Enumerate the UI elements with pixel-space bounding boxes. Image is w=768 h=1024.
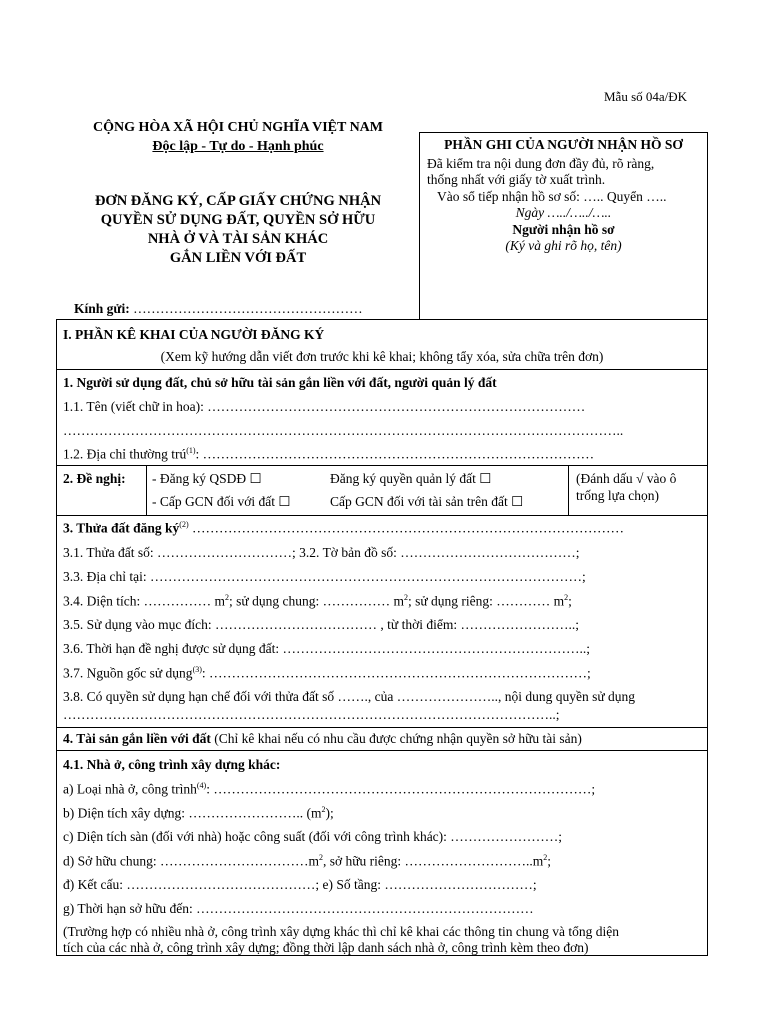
address-field[interactable]: 1.2. Địa chỉ thường trú$^{(1)}$: …………………………………………………………………………… [63,446,595,462]
section1-note: (Xem kỹ hướng dẫn viết đơn trước khi kê khai; không tẩy xóa, sửa chữa trên đơn) [160,349,604,364]
receiver-date[interactable]: Ngày …../…../….. [515,205,612,220]
divider [56,727,708,728]
divider [146,465,147,515]
motto: Độc lập - Tự do - Hạnh phúc [152,139,324,154]
part4-subtitle: 4.1. Nhà ở, công trình xây dựng khác: [63,757,281,772]
construction-area-field[interactable]: b) Diện tích xây dựng: …………………….. $(m^2)$; [63,805,334,821]
part4-note: (Trường hợp có nhiều nhà ở, công trình xây dựng khác thì chỉ kê khai các thông tin chung và tổng diện [63,924,619,939]
form-title [56,192,420,268]
building-type-field[interactable]: a) Loại nhà ở, công trình$^{(4)}$: …………………………………………………………………………; [63,781,596,797]
parcel-number-field[interactable]: 3.1. Thửa đất số: …………………………; 3.2. Tờ bản đồ số: …………………………………; [63,545,580,560]
restricted-rights-field[interactable]: 3.8. Có quyền sử dụng hạn chế đối với thửa đất số ……., của ………………….., nội dung quyền sử dụng [63,689,636,704]
part2-hint: (Đánh dấu √ vào ô [576,471,677,486]
divider [56,750,708,751]
divider [56,465,708,466]
option-certificate-land[interactable]: - Cấp GCN đối với đất ☐ [152,494,291,509]
form-title-line: ĐƠN ĐĂNG KÝ, CẤP GIẤY CHỨNG NHẬN [94,193,382,209]
receiver-sign-note: (Ký và ghi rõ họ, tên) [505,238,622,253]
kinh-gui [74,301,363,317]
section1-title: I. PHẦN KÊ KHAI CỦA NGƯỜI ĐĂNG KÝ [63,327,325,342]
form-title-line: GẮN LIỀN VỚI ĐẤT [169,250,307,266]
part1-title: 1. Người sử dụng đất, chủ sở hữu tài sản gắn liền với đất, người quản lý đất [63,375,497,390]
ownership-term-field[interactable]: g) Thời hạn sở hữu đến: ………………………………………………………………… [63,901,534,916]
part2-label: 2. Đề nghị: [63,471,126,486]
receiver-line: Đã kiểm tra nội dung đơn đầy đủ, rõ ràng, [427,156,655,171]
kinh-gui-label: Kính gửi: [74,301,130,316]
divider [568,465,569,515]
option-register-management[interactable]: Đăng ký quyền quản lý đất ☐ [330,471,492,486]
ownership-field[interactable]: d) Sở hữu chung: $\dots\dots\dots\dots\dots\dots\dots\dots\dots\dots\dots m^2$, sở hữu riêng: $\dots\dots\dots\dots\dots\dots\dots\dots\dots..m^2$; [63,853,552,869]
receiver-line: thống nhất với giấy tờ xuất trình. [427,172,606,187]
part2-hint: trống lựa chọn) [576,488,660,503]
kinh-gui-dots[interactable]: …………………………………………… [133,301,363,316]
form-title-line: QUYỀN SỬ DỤNG ĐẤT, QUYỀN SỞ HỮU [100,212,376,228]
purpose-field[interactable]: 3.5. Sử dụng vào mục đích: ……………………………… , từ thời điểm: ……………………..; [63,617,580,632]
country-name: CỘNG HÒA XÃ HỘI CHỦ NGHĨA VIỆT NAM [92,120,383,135]
form-title-line: NHÀ Ở VÀ TÀI SẢN KHÁC [147,231,329,247]
divider [56,515,708,516]
divider [56,369,708,370]
restricted-rights-field-continued[interactable]: ………………………………………………………………………………………………..; [63,707,560,722]
option-register-land-use[interactable]: - Đăng ký QSDĐ ☐ [152,471,262,486]
part4-title: 4. Tài sản gắn liền với đất (Chỉ kê khai nếu có nhu cầu được chứng nhận quyền sở hữu tài sản) [63,731,582,746]
structure-field[interactable]: đ) Kết cấu: ……………………………………; e) Số tầng: ……………………………; [63,877,537,892]
origin-field[interactable]: 3.7. Nguồn gốc sử dụng$^{(3)}$: …………………………………………………………………………; [63,665,591,681]
receiver-signer: Người nhận hồ sơ [512,222,615,237]
form-code: Mẫu số 04a/ĐK [604,89,688,104]
floor-area-field[interactable]: c) Diện tích sàn (đối với nhà) hoặc công suất (đối với công trình khác): ……………………; [63,829,563,844]
area-field[interactable]: 3.4. Diện tích: …………… $m^2$; sử dụng chung: …………… $m^2$; sử dụng riêng: ………… $m^2$; [63,593,572,609]
option-certificate-assets[interactable]: Cấp GCN đối với tài sản trên đất ☐ [330,494,524,509]
duration-field[interactable]: 3.6. Thời hạn đề nghị được sử dụng đất: …………………………………………………………..; [63,641,591,656]
name-field-continued[interactable]: …………………………………………………………………………………………………………….. [63,423,624,438]
part3-title: 3. Thửa đất đăng $ký^{(2)}$ …………………………………………………………………………………… [63,520,624,536]
parcel-address-field[interactable]: 3.3. Địa chỉ tại: ……………………………………………………………………………………; [63,569,586,584]
name-field[interactable]: 1.1. Tên (viết chữ in hoa): ………………………………………………………………………… [63,399,586,414]
receiver-title: PHẦN GHI CỦA NGƯỜI NHẬN HỒ SƠ [444,137,683,152]
part4-note: tích của các nhà ở, công trình xây dựng; đồng thời lập danh sách nhà ở, công trình kèm theo đơn) [63,940,589,955]
receiver-register[interactable]: Vào sổ tiếp nhận hồ sơ số: ….. Quyển ….. [437,189,667,204]
